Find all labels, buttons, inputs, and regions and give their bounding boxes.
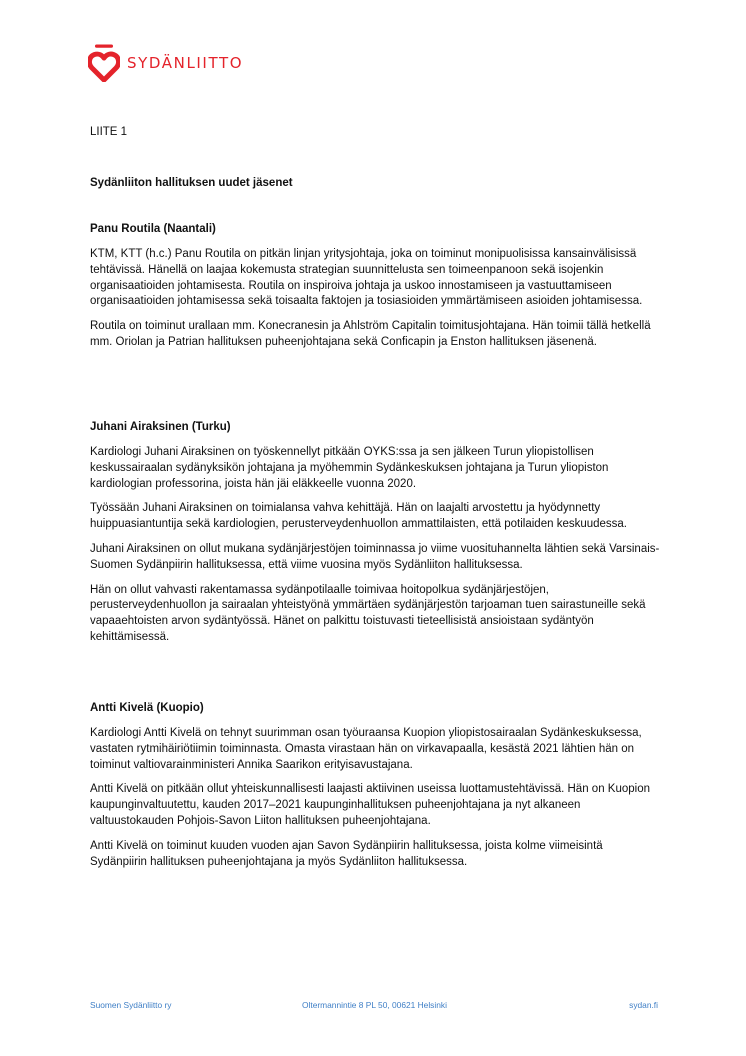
brand-name: SYDÄNLIITTO (127, 54, 244, 72)
footer-website-link[interactable]: sydan.fi (629, 1000, 658, 1010)
member-paragraph: Hän on ollut vahvasti rakentamassa sydänpotilaalle toimivaa hoitopolkua sydänjärjestöjen, perusterveydenhuollon ja sairaalan yhteistyönä ymmärtäen sydänjärjestön tarjoaman tuen sairastuneille sekä vapaaehtoisten arvon sydäntyössä. Hänet on palkittu toistuvasti tieteellisistä ansioistaan sydäntyön kehittämisessä. (90, 583, 646, 643)
annex-label: LIITE 1 (90, 126, 128, 138)
member-paragraph: Antti Kivelä on toiminut kuuden vuoden ajan Savon Sydänpiirin hallituksessa, joista kolme viimeisintä Sydänpiirin hallituksen puheenjohtajana ja myös Sydänliiton hallituksessa. (90, 839, 603, 868)
brand-logo (88, 44, 243, 82)
member-heading: Juhani Airaksinen (Turku) (90, 421, 231, 433)
page-footer (90, 1000, 658, 1014)
member-section (90, 421, 660, 655)
member-paragraph: KTM, KTT (h.c.) Panu Routila on pitkän linjan yritysjohtaja, joka on toiminut monipuolisissa kansainvälisissä tehtävissä. Hänellä on laajaa kokemusta strategian suunnittelusta sen toimeenpanoon sekä isojenkin organisaatioiden johtamisesta. Routila on inspiroiva johtaja ja uskoo innostamiseen ja vastuuttamiseen organisaatioiden johtamisessa sekä toisaalta faktojen ja tosiasioiden ymmärtämiseen asioiden johtamisessa. (90, 248, 643, 308)
member-section (90, 702, 660, 879)
member-heading: Panu Routila (Naantali) (90, 223, 216, 235)
member-heading: Antti Kivelä (Kuopio) (90, 702, 204, 714)
member-section (90, 223, 660, 360)
member-paragraph: Routila on toiminut urallaan mm. Konecranesin ja Ahlström Capitalin toimitusjohtajana. Hän toimii tällä hetkellä mm. Oriolan ja Patrian hallituksen puheenjohtajana sekä Conficapin ja Enston hallituksen jäsenenä. (90, 320, 651, 348)
member-paragraph: Työssään Juhani Airaksinen on toimialansa vahva kehittäjä. Hän on laajalti arvostettu ja hyödynnetty huippuasiantuntija sekä kardiologien, perusterveydenhuollon ammattilaisten, että potilaiden keskuudessa. (90, 502, 628, 531)
member-paragraph: Kardiologi Juhani Airaksinen on työskennellyt pitkään OYKS:ssa ja sen jälkeen Turun yliopistollisen keskussairaalan sydänyksikön johtajana ja myöhemmin Sydänkeskuksen johtajana ja Turun yliopiston kardiologian professorina, joista hän jäi eläkkeelle vuonna 2020. (90, 446, 609, 490)
footer-address: Oltermannintie 8 PL 50, 00621 Helsinki (302, 1000, 447, 1010)
member-paragraph: Juhani Airaksinen on ollut mukana sydänjärjestöjen toiminnassa jo viime vuosituhannelta lähtien sekä Varsinais-Suomen Sydänpiirin hallituksessa, että viime vuosina myös Sydänliiton hallituksessa. (90, 542, 660, 571)
heart-logo-icon (88, 44, 120, 82)
document-title: Sydänliiton hallituksen uudet jäsenet (90, 177, 293, 189)
member-paragraph: Antti Kivelä on pitkään ollut yhteiskunnallisesti laajasti aktiivinen useissa luottamustehtävissä. Hän on Kuopion kaupunginvaltuutettu, kauden 2017–2021 kaupunginhallituksen puheenjohtajana ja nyt alkaneen valtuustokauden Pohjois-Savon Liiton hallituksen puheenjohtajana. (90, 783, 650, 827)
member-paragraph: Kardiologi Antti Kivelä on tehnyt suurimman osan työuraansa Kuopion yliopistosairaalan Sydänkeskuksessa, vastaten rytmihäiriötiimin toiminnasta. Omasta virastaan hän on virkavapaalla, kesästä 2021 lähtien hän on toiminut valtiovarainministeri Annika Saarikon erityisavustajana. (90, 727, 642, 771)
footer-org: Suomen Sydänliitto ry (90, 1000, 172, 1010)
